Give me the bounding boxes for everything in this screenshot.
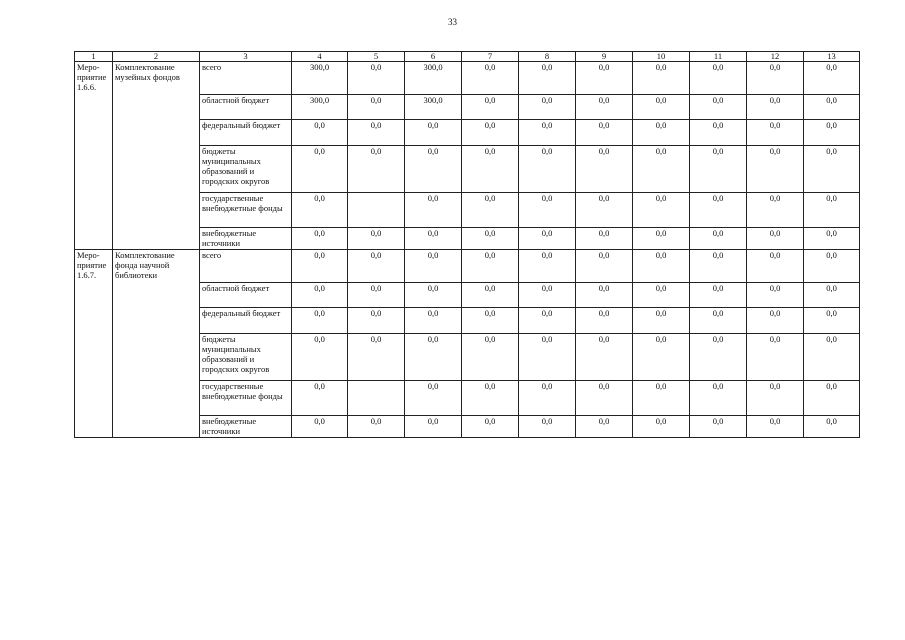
amount-cell: 300,0 bbox=[405, 95, 462, 120]
amount-cell: 0,0 bbox=[292, 228, 348, 250]
page-number: 33 bbox=[448, 17, 457, 27]
column-number: 1 bbox=[75, 52, 113, 62]
funding-source: бюджеты муниципальных образований и городских округов bbox=[200, 334, 292, 381]
amount-cell: 300,0 bbox=[405, 62, 462, 95]
column-number: 8 bbox=[519, 52, 576, 62]
column-number: 9 bbox=[576, 52, 633, 62]
amount-cell: 0,0 bbox=[292, 381, 348, 416]
amount-cell: 0,0 bbox=[462, 308, 519, 334]
amount-cell: 0,0 bbox=[348, 62, 405, 95]
amount-cell: 0,0 bbox=[690, 62, 747, 95]
amount-cell: 0,0 bbox=[747, 193, 804, 228]
amount-cell: 0,0 bbox=[292, 120, 348, 146]
amount-cell: 0,0 bbox=[462, 283, 519, 308]
amount-cell: 0,0 bbox=[576, 193, 633, 228]
amount-cell: 300,0 bbox=[292, 95, 348, 120]
amount-cell: 0,0 bbox=[633, 228, 690, 250]
amount-cell: 0,0 bbox=[747, 250, 804, 283]
amount-cell: 0,0 bbox=[633, 308, 690, 334]
amount-cell: 0,0 bbox=[804, 228, 860, 250]
amount-cell: 0,0 bbox=[690, 334, 747, 381]
funding-source: внебюджетные источники bbox=[200, 228, 292, 250]
column-number: 5 bbox=[348, 52, 405, 62]
amount-cell: 0,0 bbox=[405, 193, 462, 228]
amount-cell: 0,0 bbox=[804, 146, 860, 193]
amount-cell: 0,0 bbox=[462, 146, 519, 193]
amount-cell: 0,0 bbox=[633, 283, 690, 308]
measure-name: Комплектование музейных фондов bbox=[113, 62, 200, 250]
amount-cell: 300,0 bbox=[292, 62, 348, 95]
amount-cell: 0,0 bbox=[519, 381, 576, 416]
amount-cell: 0,0 bbox=[405, 146, 462, 193]
column-number: 11 bbox=[690, 52, 747, 62]
funding-source: государственные внебюджетные фонды bbox=[200, 193, 292, 228]
amount-cell: 0,0 bbox=[576, 62, 633, 95]
amount-cell: 0,0 bbox=[462, 381, 519, 416]
amount-cell: 0,0 bbox=[519, 62, 576, 95]
measure-code: Меро-приятие 1.6.6. bbox=[75, 62, 113, 250]
amount-cell: 0,0 bbox=[576, 308, 633, 334]
amount-cell: 0,0 bbox=[747, 308, 804, 334]
amount-cell: 0,0 bbox=[348, 308, 405, 334]
amount-cell: 0,0 bbox=[804, 193, 860, 228]
amount-cell: 0,0 bbox=[747, 228, 804, 250]
amount-cell: 0,0 bbox=[292, 283, 348, 308]
amount-cell: 0,0 bbox=[633, 193, 690, 228]
amount-cell: 0,0 bbox=[690, 308, 747, 334]
amount-cell: 0,0 bbox=[747, 95, 804, 120]
amount-cell: 0,0 bbox=[462, 250, 519, 283]
amount-cell: 0,0 bbox=[690, 95, 747, 120]
column-number: 2 bbox=[113, 52, 200, 62]
funding-source: бюджеты муниципальных образований и городских округов bbox=[200, 146, 292, 193]
amount-cell: 0,0 bbox=[576, 250, 633, 283]
amount-cell: 0,0 bbox=[690, 381, 747, 416]
amount-cell: 0,0 bbox=[519, 250, 576, 283]
amount-cell: 0,0 bbox=[690, 283, 747, 308]
amount-cell: 0,0 bbox=[804, 62, 860, 95]
amount-cell: 0,0 bbox=[519, 334, 576, 381]
funding-source: областной бюджет bbox=[200, 95, 292, 120]
amount-cell: 0,0 bbox=[747, 62, 804, 95]
amount-cell: 0,0 bbox=[462, 120, 519, 146]
amount-cell: 0,0 bbox=[633, 381, 690, 416]
amount-cell: 0,0 bbox=[747, 283, 804, 308]
funding-source: внебюджетные источники bbox=[200, 416, 292, 438]
amount-cell: 0,0 bbox=[348, 146, 405, 193]
amount-cell: 0,0 bbox=[747, 381, 804, 416]
amount-cell: 0,0 bbox=[576, 283, 633, 308]
amount-cell: 0,0 bbox=[519, 146, 576, 193]
amount-cell: 0,0 bbox=[633, 416, 690, 438]
amount-cell: 0,0 bbox=[462, 228, 519, 250]
amount-cell: 0,0 bbox=[804, 381, 860, 416]
amount-cell: 0,0 bbox=[690, 120, 747, 146]
amount-cell: 0,0 bbox=[690, 146, 747, 193]
amount-cell: 0,0 bbox=[462, 193, 519, 228]
amount-cell: 0,0 bbox=[690, 250, 747, 283]
table-row bbox=[75, 62, 860, 95]
amount-cell: 0,0 bbox=[747, 146, 804, 193]
amount-cell: 0,0 bbox=[747, 334, 804, 381]
amount-cell: 0,0 bbox=[292, 193, 348, 228]
amount-cell: 0,0 bbox=[576, 146, 633, 193]
amount-cell: 0,0 bbox=[462, 416, 519, 438]
column-number: 10 bbox=[633, 52, 690, 62]
amount-cell: 0,0 bbox=[804, 120, 860, 146]
amount-cell: 0,0 bbox=[348, 120, 405, 146]
amount-cell: 0,0 bbox=[405, 250, 462, 283]
column-number: 6 bbox=[405, 52, 462, 62]
funding-source: всего bbox=[200, 62, 292, 95]
amount-cell: 0,0 bbox=[804, 250, 860, 283]
amount-cell: 0,0 bbox=[292, 416, 348, 438]
amount-cell: 0,0 bbox=[405, 416, 462, 438]
amount-cell: 0,0 bbox=[348, 250, 405, 283]
column-number: 7 bbox=[462, 52, 519, 62]
amount-cell: 0,0 bbox=[348, 95, 405, 120]
funding-source: федеральный бюджет bbox=[200, 308, 292, 334]
amount-cell: 0,0 bbox=[462, 334, 519, 381]
column-number: 12 bbox=[747, 52, 804, 62]
amount-cell: 0,0 bbox=[633, 146, 690, 193]
amount-cell: 0,0 bbox=[405, 283, 462, 308]
column-number: 3 bbox=[200, 52, 292, 62]
amount-cell: 0,0 bbox=[576, 95, 633, 120]
amount-cell bbox=[348, 381, 405, 416]
amount-cell: 0,0 bbox=[519, 416, 576, 438]
amount-cell: 0,0 bbox=[519, 120, 576, 146]
funding-source: областной бюджет bbox=[200, 283, 292, 308]
amount-cell: 0,0 bbox=[576, 228, 633, 250]
header-row bbox=[75, 52, 860, 62]
amount-cell: 0,0 bbox=[633, 120, 690, 146]
amount-cell: 0,0 bbox=[292, 334, 348, 381]
amount-cell: 0,0 bbox=[633, 250, 690, 283]
measure-name: Комплектование фонда научной библиотеки bbox=[113, 250, 200, 438]
measure-code: Меро-приятие 1.6.7. bbox=[75, 250, 113, 438]
amount-cell: 0,0 bbox=[576, 416, 633, 438]
amount-cell: 0,0 bbox=[405, 334, 462, 381]
amount-cell: 0,0 bbox=[348, 416, 405, 438]
amount-cell: 0,0 bbox=[519, 193, 576, 228]
amount-cell: 0,0 bbox=[405, 308, 462, 334]
amount-cell: 0,0 bbox=[519, 283, 576, 308]
table-row bbox=[75, 250, 860, 283]
amount-cell: 0,0 bbox=[292, 146, 348, 193]
amount-cell: 0,0 bbox=[292, 308, 348, 334]
column-number: 13 bbox=[804, 52, 860, 62]
amount-cell: 0,0 bbox=[519, 228, 576, 250]
amount-cell: 0,0 bbox=[405, 228, 462, 250]
amount-cell: 0,0 bbox=[747, 416, 804, 438]
amount-cell: 0,0 bbox=[405, 381, 462, 416]
amount-cell: 0,0 bbox=[348, 334, 405, 381]
amount-cell: 0,0 bbox=[576, 120, 633, 146]
amount-cell: 0,0 bbox=[405, 120, 462, 146]
amount-cell: 0,0 bbox=[690, 416, 747, 438]
amount-cell: 0,0 bbox=[633, 62, 690, 95]
amount-cell: 0,0 bbox=[519, 308, 576, 334]
funding-source: всего bbox=[200, 250, 292, 283]
amount-cell: 0,0 bbox=[348, 228, 405, 250]
amount-cell: 0,0 bbox=[747, 120, 804, 146]
amount-cell: 0,0 bbox=[804, 283, 860, 308]
amount-cell: 0,0 bbox=[348, 283, 405, 308]
amount-cell: 0,0 bbox=[633, 334, 690, 381]
amount-cell: 0,0 bbox=[804, 95, 860, 120]
amount-cell: 0,0 bbox=[576, 334, 633, 381]
amount-cell: 0,0 bbox=[690, 193, 747, 228]
funding-source: федеральный бюджет bbox=[200, 120, 292, 146]
amount-cell: 0,0 bbox=[633, 95, 690, 120]
amount-cell bbox=[348, 193, 405, 228]
amount-cell: 0,0 bbox=[804, 334, 860, 381]
amount-cell: 0,0 bbox=[462, 95, 519, 120]
amount-cell: 0,0 bbox=[576, 381, 633, 416]
column-number: 4 bbox=[292, 52, 348, 62]
amount-cell: 0,0 bbox=[519, 95, 576, 120]
amount-cell: 0,0 bbox=[690, 228, 747, 250]
budget-table bbox=[74, 51, 860, 438]
amount-cell: 0,0 bbox=[804, 416, 860, 438]
amount-cell: 0,0 bbox=[804, 308, 860, 334]
funding-source: государственные внебюджетные фонды bbox=[200, 381, 292, 416]
amount-cell: 0,0 bbox=[292, 250, 348, 283]
amount-cell: 0,0 bbox=[462, 62, 519, 95]
